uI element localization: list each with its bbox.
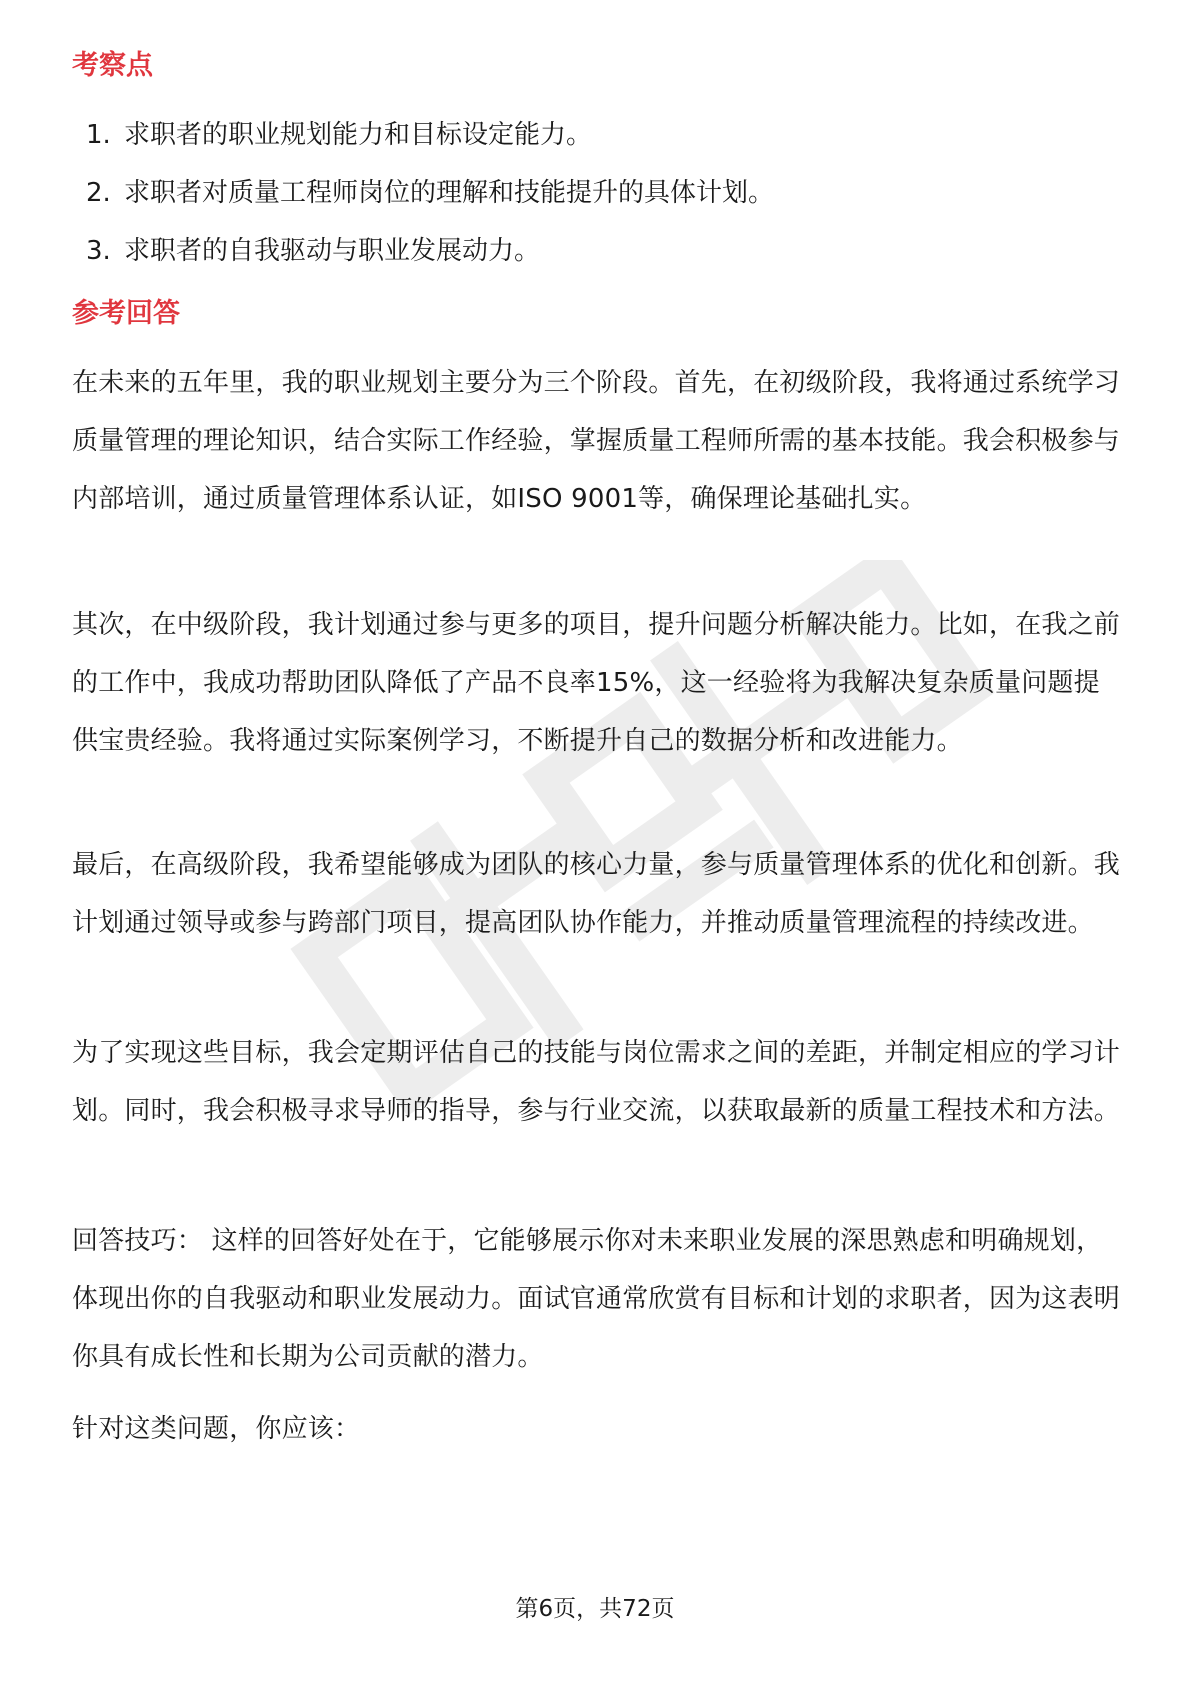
list-item xyxy=(72,118,1122,176)
focus-section-title: 考察点 xyxy=(72,50,153,81)
list-item xyxy=(72,234,1122,292)
paragraph-stage-one: 在未来的五年里，我的职业规划主要分为三个阶段。首先，在初级阶段，我将通过系统学习质量管理的理论知识，结合实际工作经验，掌握质量工程师所需的基本技能。我会积极参与内部培训，通过质量管理体系认证，如ISO 9001等，确保理论基础扎实。 xyxy=(72,368,1121,514)
answer-section-title: 参考回答 xyxy=(72,298,180,329)
list-item-number: 2. xyxy=(86,178,111,208)
list-item-text: 求职者的自我驱动与职业发展动力。 xyxy=(124,236,541,266)
list-item-text: 求职者的职业规划能力和目标设定能力。 xyxy=(124,120,593,150)
paragraph-goals: 为了实现这些目标，我会定期评估自己的技能与岗位需求之间的差距，并制定相应的学习计划。同时，我会积极寻求导师的指导，参与行业交流，以获取最新的质量工程技术和方法。 xyxy=(72,1038,1121,1126)
paragraph-stage-two: 其次，在中级阶段，我计划通过参与更多的项目，提升问题分析解决能力。比如，在我之前的工作中，我成功帮助团队降低了产品不良率15%，这一经验将为我解决复杂质量问题提供宝贵经验。我将通过实际案例学习，不断提升自己的数据分析和改进能力。 xyxy=(72,610,1121,756)
focus-list xyxy=(72,118,1122,292)
paragraph-stage-three: 最后，在高级阶段，我希望能够成为团队的核心力量，参与质量管理体系的优化和创新。我计划通过领导或参与跨部门项目，提高团队协作能力，并推动质量管理流程的持续改进。 xyxy=(72,850,1121,938)
list-item-text: 求职者对质量工程师岗位的理解和技能提升的具体计划。 xyxy=(124,178,775,208)
paragraph-answer-tips: 回答技巧： 这样的回答好处在于，它能够展示你对未来职业发展的深思熟虑和明确规划，体现出你的自我驱动和职业发展动力。面试官通常欣赏有目标和计划的求职者，因为这表明你具有成长性和长期为公司贡献的潜力。 xyxy=(72,1226,1121,1372)
page-indicator: 第6页，共72页 xyxy=(515,1596,675,1622)
list-item-number: 3. xyxy=(86,236,111,266)
list-item-number: 1. xyxy=(86,120,111,150)
paragraph-guidance: 针对这类问题，你应该： xyxy=(72,1414,361,1444)
list-item xyxy=(72,176,1122,234)
